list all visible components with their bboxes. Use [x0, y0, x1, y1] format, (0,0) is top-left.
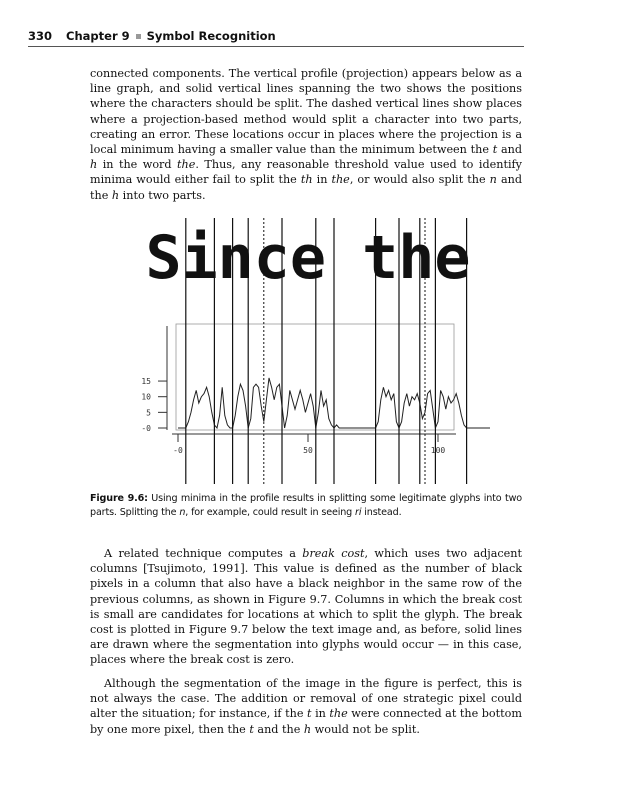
sample-word-image: Since the: [145, 223, 471, 293]
separator-square-icon: [136, 34, 141, 39]
plot-axes: [141, 326, 456, 455]
italic-run: n: [179, 507, 186, 518]
running-header: [28, 29, 524, 47]
text-run: A related technique computes a: [104, 547, 303, 560]
italic-run: t: [492, 143, 498, 157]
italic-run: h: [90, 158, 98, 172]
italic-run: ri: [355, 507, 362, 518]
text-run: and the: [90, 173, 522, 202]
text-run: in the word: [97, 158, 178, 172]
italic-run: t: [249, 722, 254, 736]
text-run: and: [497, 143, 523, 157]
plot-frame: [176, 324, 454, 430]
section-title: Symbol Recognition: [146, 29, 276, 43]
chapter-title: Chapter 9: [66, 29, 130, 43]
italic-run: th: [300, 173, 313, 187]
italic-run: the: [329, 707, 348, 721]
paragraph-1: [90, 66, 522, 203]
text-run: , which uses two adjacent columns [Tsujimoto, 1991]. This value is defined as the number of black pixels in a column that also have a black neighbor in the same row of the previous columns, as shown in Figure 9.7. Columns in which the break cost is small are candidates for locations at which to split the glyph. The break cost is plotted in Figure 9.7 below the text image and, as before, solid lines are drawn where the segmentation into glyphs would occur — in this case, places where the break cost is zero.: [90, 547, 522, 667]
profile-line: [178, 378, 490, 428]
caption-label: Figure 9.6:: [90, 493, 148, 504]
paragraph-2: [90, 546, 522, 668]
text-run: in: [312, 173, 332, 187]
figure-caption: [90, 492, 522, 520]
x-tick-label: -0: [173, 446, 183, 455]
x-tick-label: 50: [303, 446, 313, 455]
page-number: 330: [28, 29, 53, 43]
y-tick-label: 15: [141, 377, 151, 387]
italic-run: h: [111, 188, 120, 202]
y-tick-label: -0: [141, 424, 151, 433]
text-run: would not be split.: [311, 722, 420, 736]
text-run: connected components. The vertical profile (projection) appears below as a line graph, and solid vertical lines spanning the two shows the positions where the characters should be split. The dashed vertical lines show places where a projection-based method would split a character into two parts, creating an error. These locations occur in places where the projection is a local minimum having a smaller value than the minimum between the: [90, 67, 522, 157]
text-run: and the: [253, 722, 304, 736]
italic-run: the: [177, 158, 196, 172]
y-tick-label: 5: [146, 408, 151, 418]
text-run: into two parts.: [119, 188, 206, 202]
x-tick-label: 100: [430, 446, 446, 455]
text-run: , or would also split the: [349, 173, 490, 187]
text-run: Although the segmentation of the image in the figure is perfect, this is not always the case. The addition or removal of one strategic pixel could alter the situation; for instance, if the: [90, 677, 522, 721]
text-run: Using minima in the profile results in splitting some legitimate glyphs into two parts. Splitting the: [90, 493, 522, 518]
text-run: . Thus, any reasonable threshold value used to identify minima would either fail to split the: [90, 158, 522, 187]
italic-run: h: [303, 722, 312, 736]
text-run: instead.: [361, 507, 402, 518]
text-run: were connected at the bottom by one more pixel, then the: [90, 707, 522, 736]
italic-run: break cost: [302, 547, 365, 560]
italic-run: t: [307, 707, 312, 721]
y-tick-label: 10: [141, 392, 151, 402]
paragraph-3: [90, 676, 522, 737]
text-run: in: [311, 707, 330, 721]
text-run: , for example, could result in seeing: [185, 507, 356, 518]
profile-series-line: [178, 378, 490, 428]
italic-run: the: [331, 173, 350, 187]
italic-run: n: [489, 173, 497, 187]
split-lines: [186, 218, 467, 484]
